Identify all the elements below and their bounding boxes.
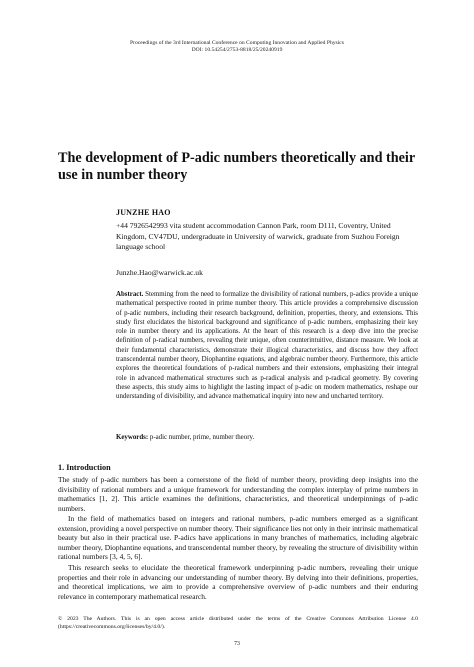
keywords <box>116 434 254 441</box>
intro-paragraph-1: The study of p-adic numbers has been a cornerstone of the field of number theory, providing deep insights into the divisibility of rational numbers and a unique framework for understanding the complex interplay of prime numbers in mathematics [1, 2]. This article examines the definitions, characteristics, and theoretical underpinnings of p-adic numbers. <box>58 475 418 513</box>
doi-line: DOI: 10.54254/2753-8818/25/20240919 <box>191 47 283 53</box>
conference-name: Proceedings of the 3rd International Conference on Computing Innovation and Applied Physics <box>130 40 344 46</box>
paper-title: The development of P-adic numbers theoretically and their use in number theory <box>58 150 415 183</box>
author-affiliation: +44 7926542993 vita student accommodation Cannon Park, room D111, Coventry, United Kingdom, CV47DU, undergraduate in University of warwick, graduate from Suzhou Foreign language school <box>116 221 400 251</box>
intro-paragraph-2: In the field of mathematics based on integers and rational numbers, p-adic numbers emerged as a significant extension, providing a novel perspective on number theory. Their significance lies not only in their intrinsic mathematical beauty but also in their practical use. P-adics have applications in many branches of mathematics, including algebraic number theory, Diophantine equations, and transcendental number theory, by revealing the structure of divisibility within rational numbers [3, 4, 5, 6]. <box>58 514 418 562</box>
section-heading-introduction: 1. Introduction <box>58 463 111 472</box>
page-number: 73 <box>234 641 240 647</box>
abstract-text: Stemming from the need to formalize the divisibility of rational numbers, p-adics provide a unique mathematical perspective rooted in prime number theory. This article provides a comprehensive discussion of p-adic numbers, including their research background, definition, properties, theory, and extensions. This study first elucidates the historical background and significance of p-adic numbers, emphasizing their key role in number theory and its applications. At the heart of this research is a deep dive into the precise definition of p-radical numbers, revealing their unique, often counterintuitive, distance measure. We look at their fundamental characteristics, demonstrate their illogical characteristics, and discuss how they affect transcendental number theory, Diophantine equations, and algebraic number theory. Furthermore, this article explores the theoretical foundations of p-radical numbers and their extensions, emphasizing their integral role in advanced mathematical structures such as p-radical analysis and p-radical geometry. By covering these aspects, this study aims to highlight the lasting impact of p-adic on modern mathematics, reshape our understanding of divisibility, and advance mathematical inquiry into new and uncharted territory. <box>116 291 418 401</box>
proceedings-header <box>0 40 474 54</box>
license-notice: © 2023 The Authors. This is an open access article distributed under the terms of the Creative Commons Attribution License 4.0 (https://creativecommons.org/licenses/by/4.0/). <box>58 616 418 630</box>
intro-paragraph-3: This research seeks to elucidate the theoretical framework underpinning p-adic numbers, revealing their unique properties and their role in advancing our understanding of number theory. By delving into their definitions, properties, and theoretical implications, we aim to provide a comprehensive overview of p-adic numbers and their enduring relevance in contemporary mathematical research. <box>58 563 418 601</box>
author-email[interactable]: Junzhe.Hao@warwick.ac.uk <box>116 268 203 277</box>
keywords-label: Keywords: <box>116 434 149 441</box>
abstract-label: Abstract. <box>116 291 144 298</box>
abstract <box>116 290 418 402</box>
author-name: JUNZHE HAO <box>116 208 171 217</box>
keywords-text: p-adic number, prime, number theory. <box>148 434 255 441</box>
